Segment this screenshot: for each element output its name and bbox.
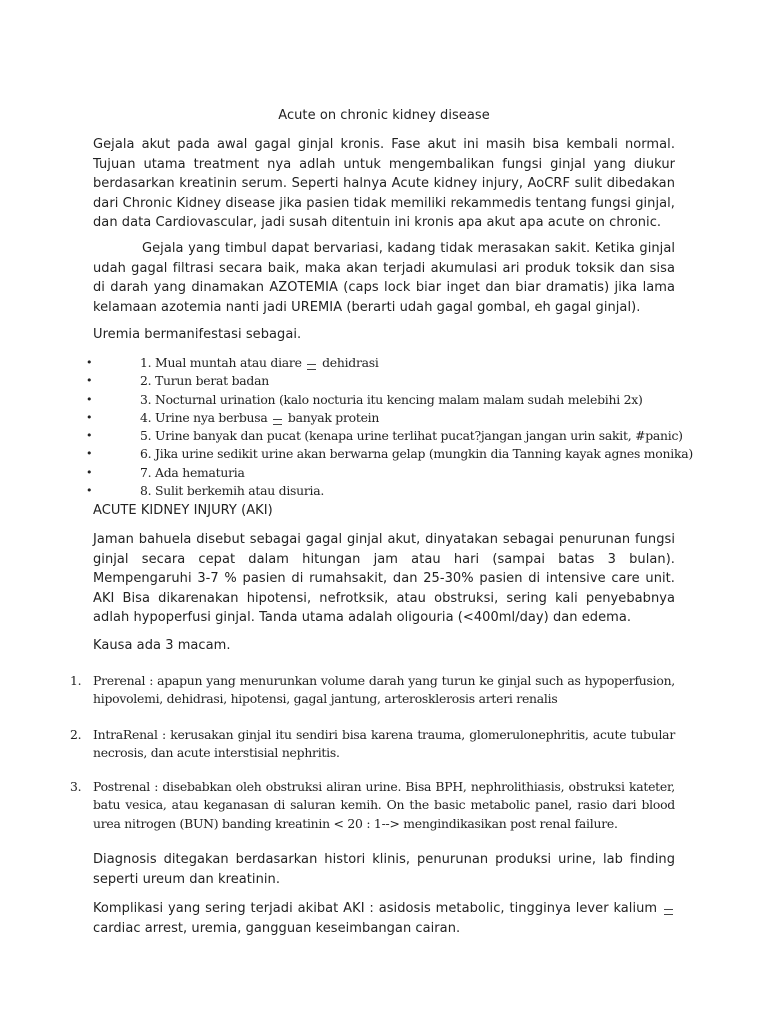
bullet-marker: • xyxy=(86,356,93,369)
list-item-text: 8. Sulit berkemih atau disuria. xyxy=(140,483,325,499)
list-item xyxy=(0,372,700,390)
implies-arrow-icon xyxy=(273,419,282,425)
complication-text-after: cardiac arrest, uremia, gangguan keseimbangan cairan. xyxy=(93,920,461,936)
list-item xyxy=(0,427,700,445)
list-item-text: 7. Ada hematuria xyxy=(140,464,245,480)
bullet-marker: • xyxy=(86,392,93,406)
complication-text: Komplikasi yang sering terjadi akibat AKI : asidosis metabolic, tingginya lever kalium xyxy=(93,901,658,916)
list-item-text: 3. Nocturnal urination (kalo nocturia itu kencing malam malam sudah melebihi 2x) xyxy=(140,391,643,407)
list-item xyxy=(0,409,700,427)
causes-item-intrarenal xyxy=(70,726,675,763)
aki-paragraph: Jaman bahuela disebut sebagai gagal ginjal akut, dinyatakan sebagai penurunan fungsi ginjal secara cepat dalam hitungan jam atau hari (sampai batas 3 bulan). Mempengaruhi 3-7 % pasien di rumahsakit, dan 25-30% pasien di intensive care unit. AKI Bisa dikarenakan hipotensi, nefrotksik, atau obstruksi, sering kali penyebabnya adlah hypoperfusi ginjal. Tanda utama adalah oligouria (<400ml/day) dan edema. xyxy=(93,532,675,625)
intro-paragraph: Gejala akut pada awal gagal ginjal kronis. Fase akut ini masih bisa kembali normal. Tujuan utama treatment nya adlah untuk mengembalikan fungsi ginjal yang diukur berdasarkan kreatinin serum. Seperti halnya Acute kidney injury, AoCRF sulit dibedakan dari Chronic Kidney disease jika pasien tidak memiliki rekammedis tentang fungsi ginjal, dan data Cardiovascular, jadi susah ditentuin ini kronis apa akut apa acute on chronic. xyxy=(93,137,675,230)
causes-item-prerenal xyxy=(70,672,675,709)
bullet-marker: • xyxy=(86,429,93,443)
aki-heading: ACUTE KIDNEY INJURY (AKI) xyxy=(93,503,273,518)
bullet-marker: • xyxy=(86,410,93,424)
bullet-marker: • xyxy=(86,374,93,388)
list-item-text-after: banyak protein xyxy=(287,409,380,425)
list-item xyxy=(0,482,700,500)
list-item-text: 5. Urine banyak dan pucat (kenapa urine terlihat pucat?jangan jangan urin sakit, #panic) xyxy=(140,428,683,444)
list-item-text: 4. Urine nya berbusa xyxy=(140,409,268,425)
list-item xyxy=(0,391,700,409)
implies-arrow-icon xyxy=(664,909,673,915)
causes-item-postrenal xyxy=(70,778,675,833)
uremia-intro: Uremia bermanifestasi sebagai. xyxy=(93,327,302,342)
causes-intro: Kausa ada 3 macam. xyxy=(93,638,231,653)
list-item-text: 1. Mual muntah atau diare xyxy=(140,355,302,370)
list-number: 3. xyxy=(70,779,82,794)
list-number: 1. xyxy=(70,673,82,688)
bullet-marker: • xyxy=(86,447,93,461)
list-item-text-after: dehidrasi xyxy=(322,355,379,370)
bullet-marker: • xyxy=(86,484,93,498)
complication-paragraph xyxy=(93,899,675,938)
list-item xyxy=(0,464,700,482)
causes-item-text: Prerenal : apapun yang menurunkan volume darah yang turun ke ginjal such as hypoperfusion, hipovolemi, dehidrasi, hipotensi, gagal jantung, arterosklerosis arteri renalis xyxy=(93,673,675,707)
symptoms-paragraph: Gejala yang timbul dapat bervariasi, kadang tidak merasakan sakit. Ketika ginjal udah gagal filtrasi secara baik, maka akan terjadi akumulasi ari produk toksik dan sisa di darah yang dinamakan AZOTEMIA (caps lock biar inget dan biar dramatis) jika lama kelamaan azotemia nanti jadi UREMIA (berarti udah gagal gombal, eh gagal ginjal). xyxy=(93,241,675,315)
list-number: 2. xyxy=(70,727,82,742)
list-item-text: 6. Jika urine sedikit urine akan berwarna gelap (mungkin dia Tanning kayak agnes monika) xyxy=(140,446,693,462)
implies-arrow-icon xyxy=(307,364,316,370)
causes-item-text: Postrenal : disebabkan oleh obstruksi aliran urine. Bisa BPH, nephrolithiasis, obstruksi kateter, batu vesica, atau keganasan di saluran kemih. On the basic metabolic panel, rasio dari blood urea nitrogen (BUN) banding kreatinin < 20 : 1--> mengindikasikan post renal failure. xyxy=(93,779,675,831)
document-title: Acute on chronic kidney disease xyxy=(278,108,490,123)
list-item xyxy=(0,354,700,372)
list-item xyxy=(0,445,700,463)
causes-item-text: IntraRenal : kerusakan ginjal itu sendiri bisa karena trauma, glomerulonephritis, acute tubular necrosis, dan acute interstisial nephritis. xyxy=(93,727,675,761)
uremia-list xyxy=(0,354,700,500)
list-item-text: 2. Turun berat badan xyxy=(140,373,269,389)
diagnosis-paragraph: Diagnosis ditegakan berdasarkan histori klinis, penurunan produksi urine, lab finding seperti ureum dan kreatinin. xyxy=(93,852,675,887)
bullet-marker: • xyxy=(86,465,93,479)
